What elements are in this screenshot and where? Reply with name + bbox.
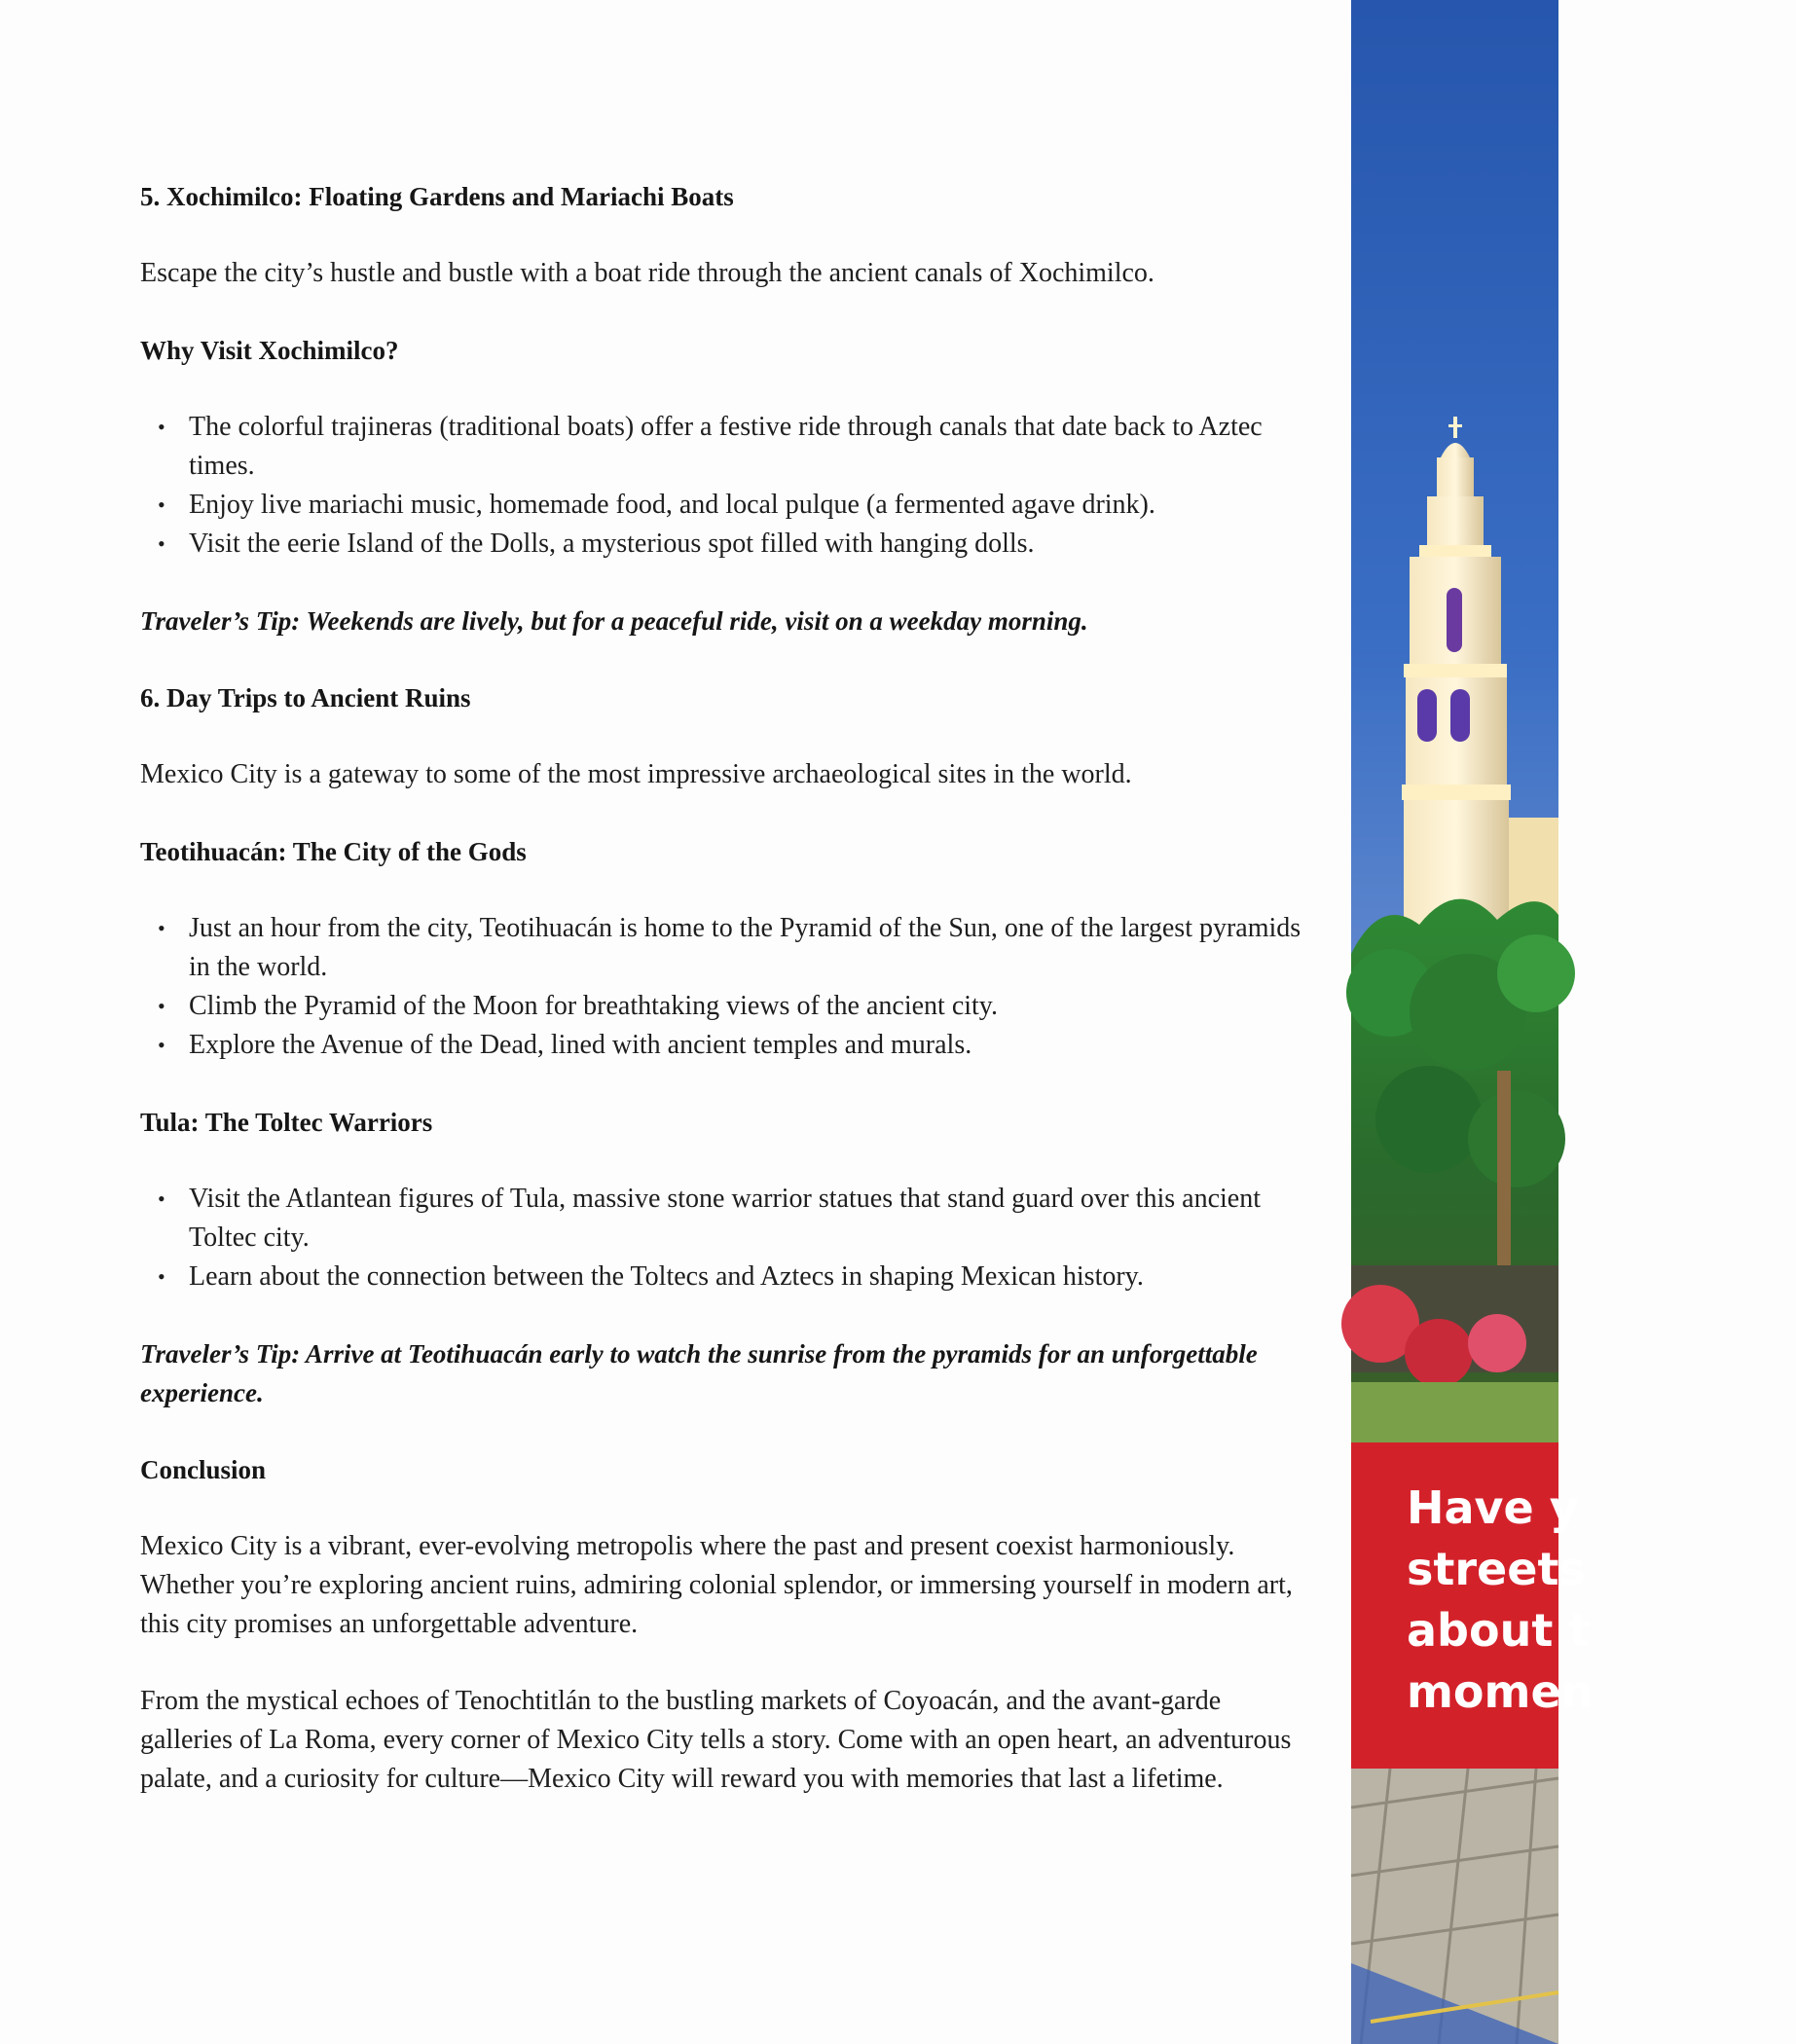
article-body xyxy=(140,177,1308,1799)
side-decorative-panel xyxy=(1351,0,1594,2044)
conclusion-paragraph-1: Mexico City is a vibrant, ever-evolving metropolis where the past and present coexist harmoniously. Whether you’re exploring ancient ruins, admiring colonial splendor, or immersing yourself in modern art, this city promises an unforgettable adventure. xyxy=(140,1531,1293,1639)
section-heading-conclusion: Conclusion xyxy=(140,1455,267,1484)
subheading-teotihuacan: Teotihuacán: The City of the Gods xyxy=(140,837,527,866)
subheading-why-visit: Why Visit Xochimilco? xyxy=(140,336,399,365)
promo-line: about t xyxy=(1407,1604,1591,1657)
xochimilco-intro: Escape the city’s hustle and bustle with a boat ride through the ancient canals of Xochimilco. xyxy=(140,258,1155,288)
list-item: • Explore the Avenue of the Dead, lined with ancient temples and murals. xyxy=(140,1026,1308,1065)
conclusion-paragraph-2: From the mystical echoes of Tenochtitlán to the bustling markets of Coyoacán, and the avant-garde galleries of La Roma, every corner of Mexico City tells a story. Come with an open heart, an adventurous palate, and a curiosity for culture—Mexico City will reward you with memories that last a lifetime. xyxy=(140,1686,1292,1794)
list-item: • The colorful trajineras (traditional boats) offer a festive ride through canals that date back to Aztec times. xyxy=(140,408,1308,486)
travelers-tip-xochimilco: Traveler’s Tip: Weekends are lively, but for a peaceful ride, visit on a weekday morning. xyxy=(140,606,1088,636)
travelers-tip-teotihuacan: Traveler’s Tip: Arrive at Teotihuacán early to watch the sunrise from the pyramids for an unforgettable experience. xyxy=(140,1339,1258,1407)
xochimilco-bullet-list xyxy=(140,408,1308,564)
list-item: • Enjoy live mariachi music, homemade food, and local pulque (a fermented agave drink). xyxy=(140,486,1308,525)
promo-line: momen xyxy=(1407,1665,1594,1718)
section-heading-day-trips: 6. Day Trips to Ancient Ruins xyxy=(140,683,471,712)
list-item: • Learn about the connection between the Toltecs and Aztecs in shaping Mexican history. xyxy=(140,1258,1308,1296)
list-item: • Just an hour from the city, Teotihuacán is home to the Pyramid of the Sun, one of the largest pyramids in the world. xyxy=(140,909,1308,987)
list-item: • Climb the Pyramid of the Moon for breathtaking views of the ancient city. xyxy=(140,987,1308,1026)
promo-line: streets xyxy=(1407,1543,1586,1595)
day-trips-intro: Mexico City is a gateway to some of the most impressive archaeological sites in the world. xyxy=(140,759,1132,789)
section-heading-xochimilco: 5. Xochimilco: Floating Gardens and Mariachi Boats xyxy=(140,182,734,211)
teotihuacan-bullet-list xyxy=(140,909,1308,1065)
promo-banner xyxy=(1351,1442,1594,1769)
tula-bullet-list xyxy=(140,1180,1308,1296)
list-item: • Visit the Atlantean figures of Tula, massive stone warrior statues that stand guard over this ancient Toltec city. xyxy=(140,1180,1308,1258)
subheading-tula: Tula: The Toltec Warriors xyxy=(140,1108,433,1137)
pavement-photo xyxy=(1351,1769,1558,2044)
promo-text xyxy=(1407,1478,1796,1723)
promo-line: Have y xyxy=(1407,1481,1579,1534)
church-tower-photo xyxy=(1351,0,1558,1442)
list-item: • Visit the eerie Island of the Dolls, a mysterious spot filled with hanging dolls. xyxy=(140,525,1308,564)
